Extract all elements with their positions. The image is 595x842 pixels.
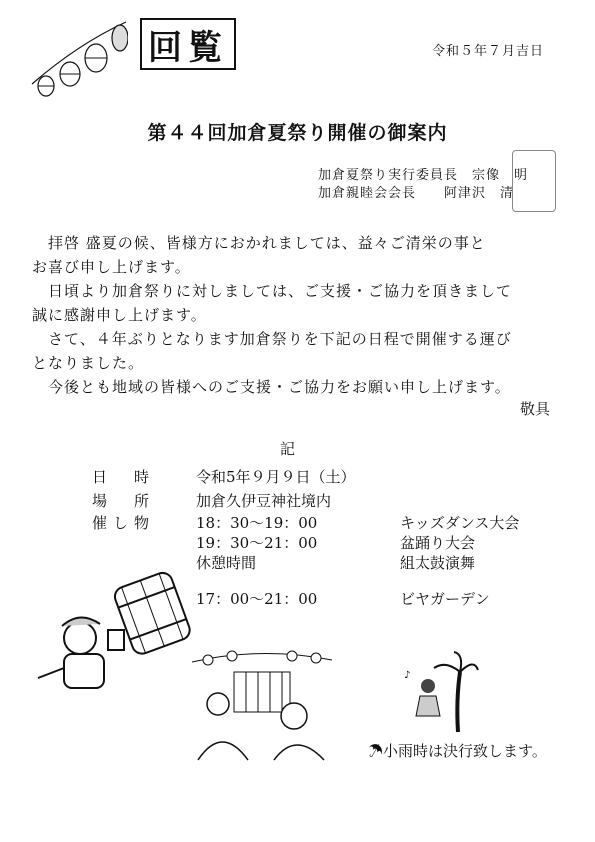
beer-barrel-illustration [34, 568, 204, 696]
ki-heading: 記 [280, 440, 296, 458]
body-line: 誠に感謝申し上げます。 [32, 306, 207, 324]
place-value: 加倉久伊豆神社境内 [196, 492, 332, 510]
event-name: キッズダンス大会 [400, 514, 520, 532]
event-time: 休憩時間 [196, 554, 257, 572]
seal-stamp [512, 150, 556, 212]
closing: 敬具 [520, 400, 551, 418]
body-line: 日頃より加倉祭りに対しましては、ご支援・ご協力を頂きまして [32, 282, 513, 300]
body-line: となりました。 [32, 354, 145, 372]
festival-illustration [188, 644, 336, 762]
lantern-icon [28, 14, 128, 100]
place-label: 場 所 [92, 492, 156, 510]
event-time: 18：30〜19：00 [196, 514, 318, 532]
issue-date: 令和５年７月吉日 [432, 44, 545, 59]
organizer-2: 加倉親睦会会長 阿津沢 清 [318, 186, 515, 201]
date-label: 日 時 [92, 468, 156, 486]
umbrella-icon: ☂ [368, 742, 384, 760]
event-time: 19：30〜21：00 [196, 534, 318, 552]
body-line: 拝啓 盛夏の候、皆様方におかれましては、益々ご清栄の事と [32, 234, 486, 252]
page-title: 第４４回加倉夏祭り開催の御案内 [147, 122, 448, 144]
organizer-1: 加倉夏祭り実行委員長 宗像 明 [318, 168, 529, 183]
body-line: さて、４年ぶりとなります加倉祭りを下記の日程で開催する運び [32, 330, 512, 348]
rain-note: ☂小雨時は決行致します。 [368, 742, 547, 760]
event-name: ビヤガーデン [400, 590, 490, 608]
palm-tree-illustration [402, 650, 480, 734]
events-label: 催し物 [92, 514, 156, 532]
body-line: お喜び申し上げます。 [32, 258, 191, 276]
date-value: 令和5年９月９日（土） [196, 468, 356, 486]
circulation-stamp: 回覧 [140, 18, 236, 70]
body-line: 今後とも地域の皆様へのご支援・ご協力をお願い申し上げます。 [32, 378, 511, 396]
svg-text:♪: ♪ [404, 670, 411, 681]
event-name: 盆踊り大会 [400, 534, 476, 552]
event-name: 組太鼓演舞 [400, 554, 476, 572]
event-time: 17：00〜21：00 [196, 590, 318, 608]
